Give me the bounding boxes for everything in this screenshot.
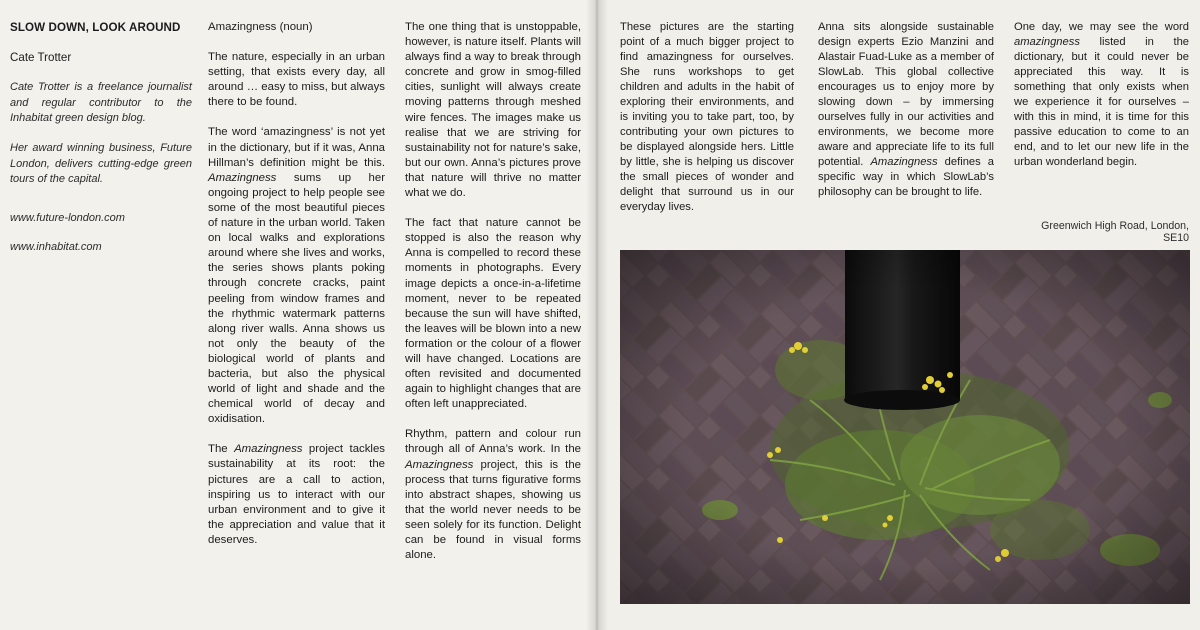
paragraph-text: Anna sits alongside sustainable design experts Ezio Manzini and Alastair Fuad-Luke as a member of SlowLab. This global collective encourages us to enjoy more by slowing down – by immersing ourselves fully in our activities and environments, we become more aware and appreciate life to its full potential. [818,21,994,168]
paragraph: These pictures are the starting point of a much bigger project to find amazingness for ourselves. She runs workshops to get children and adults in the habit of exploring their environments, and is inviting you to take part, too, by contributing your own pictures to be displayed alongside hers. Little by little, she is helping us discover the small pieces of wonder and delight that surround us in our everyday lives. [620,21,794,213]
emphasis-text: Amazingness [870,156,938,168]
definition-heading [208,20,385,35]
street-photo-illustration [620,250,1190,604]
author-bio: Cate Trotter is a freelance journalist and regular contributor to the Inhabitat green design blog. [10,81,192,124]
paragraph-text: sums up her ongoing project to help people see some of the most beautiful pieces of nature in the urban world. Taken on local walks and explorations around where she lives and works, the series shows plants poking through concrete cracks, paint peeling from window frames and the rhythmic watermark patterns along river walls. Anna shows us not only the beauty of the biological world of plants and bacteria, but also the physical world of light and shade and the chemical world of decay and oxidisation. [208,171,385,426]
paragraph-text: Rhythm, pattern and colour run through all of Anna’s work. In the [405,428,581,456]
future-london-link[interactable]: www.future-london.com [10,211,125,224]
photo-caption: Greenwich High Road, London, SE10 [1041,220,1189,244]
article-column-2 [405,20,581,578]
article-column-4 [818,20,994,215]
article-title: SLOW DOWN, LOOK AROUND [10,21,181,34]
author-name: Cate Trotter [10,51,72,65]
book-gutter [586,0,608,630]
emphasis-text: Amazingness [405,458,474,471]
paragraph-text: project, this is the process that turns figurative forms into abstract shapes, showing us that the world never needs to be seen solely for its function. Delight can be found in visual forms alone. [405,458,581,562]
paragraph-text: project tackles sustainability at its root: the pictures are a call to action, inspiring us to interact with our urban environment and to give it the appreciation and value that it deserves. [208,443,385,546]
paragraph-text: One day, we may see the word [1014,21,1189,33]
paragraph-text: The word ‘amazingness’ is not yet in the dictionary, but if it was, Anna Hillman’s definition might be this. [208,126,385,169]
definition-text: The nature, especially in an urban setting, that exists every day, all around … easy to miss, but always there to be found. [208,51,385,109]
article-column-3 [620,20,794,230]
paragraph [818,20,994,200]
emphasis-text: amazingness [1014,36,1080,48]
paragraph [405,427,581,563]
paragraph-text: defines a specific way in which SlowLab’s philosophy can be brought to life. [818,156,995,198]
paragraph-text: listed in the dictionary, but it could never be appreciated this way. It is something that only exists when we experience it for ourselves – with this in mind, it is time for this passive education to come to an end, and to let our new life in the urban wonderland begin. [1014,36,1190,168]
paragraph [1014,20,1189,170]
paragraph [208,442,385,548]
definition-part-of-speech: (noun) [279,21,313,33]
article-column-5 [1014,20,1189,185]
article-column-1 [208,20,385,563]
street-photo [620,250,1190,604]
paragraph [208,125,385,427]
definition-term: Amazingness [208,21,277,33]
emphasis-text: Amazingness [208,171,277,184]
bio-column [10,20,192,270]
paragraph-text: The [208,443,228,456]
business-bio: Her award winning business, Future London, delivers cutting-edge green tours of the capital. [10,142,192,186]
emphasis-text: Amazingness [234,443,303,456]
paragraph: The fact that nature cannot be stopped is also the reason why Anna is compelled to record these moments in photographs. Every image depicts a once-in-a-lifetime moment, never to be repeated because the sun will have shifted, the leaves will be blown into a new formation or the colour of a flower will have changed. Locations are often revisited and documented again to highlight changes that are often left unappreciated. [405,217,581,411]
inhabitat-link[interactable]: www.inhabitat.com [10,241,102,254]
paragraph: The one thing that is unstoppable, however, is nature itself. Plants will always find a way to break through concrete and grow in smog-filled cities, sunlight will always create moving patterns through meshed wire fences. The images make us realise that we are striving for sustainability not for nature’s sake, but our own. Anna’s pictures prove that nature will thrive no matter what we do. [405,21,581,200]
